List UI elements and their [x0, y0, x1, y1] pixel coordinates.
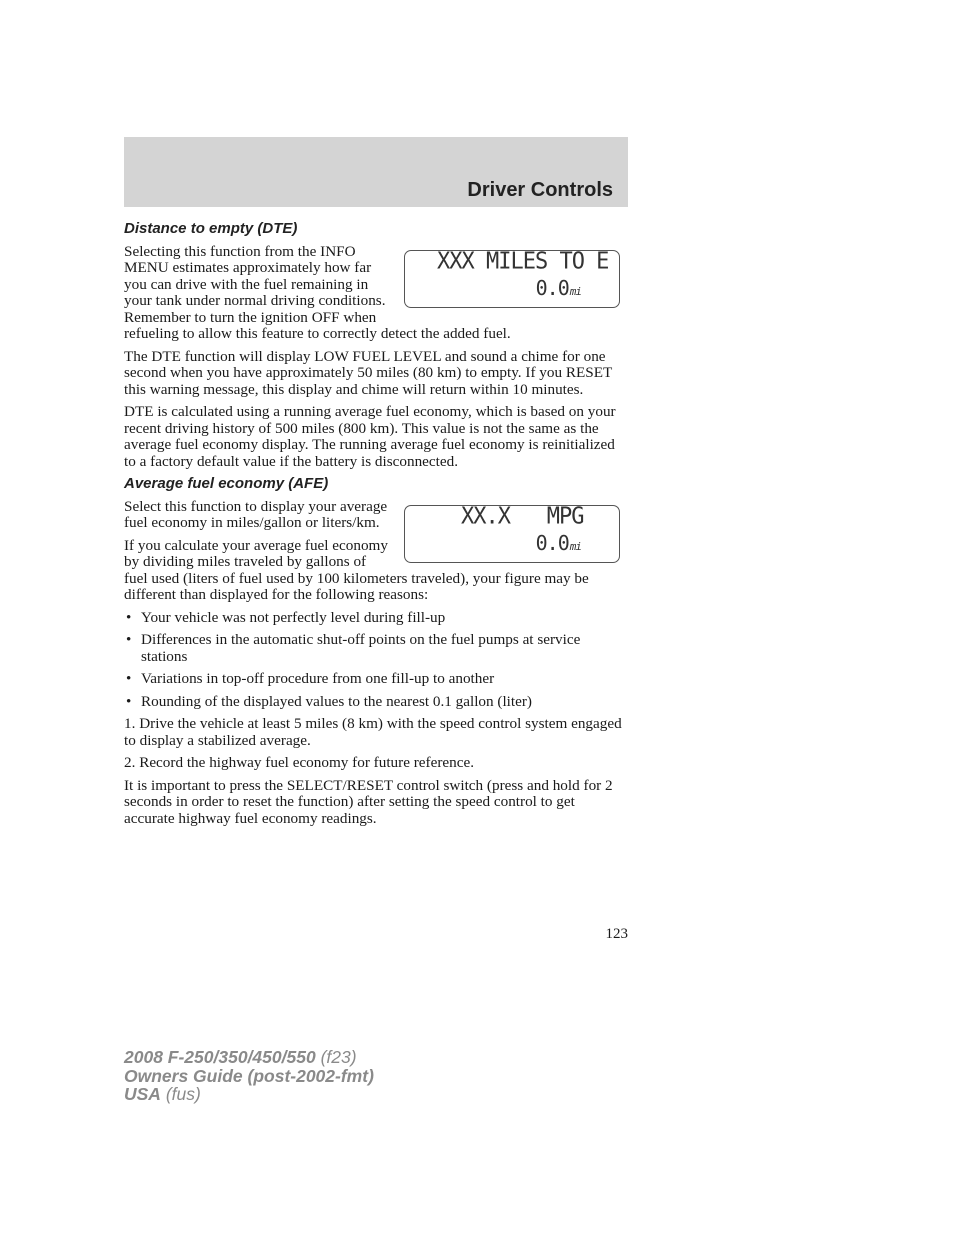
footer-model-code: (f23): [315, 1047, 357, 1067]
footer-guide: Owners Guide (post-2002-fmt): [124, 1065, 374, 1086]
afe-paragraph-1: Select this function to display your average fuel economy in miles/gallon or liters/km.: [124, 497, 388, 531]
dte-display-line1: XXX MILES TO E: [437, 247, 609, 275]
list-item: • Variations in top-off procedure from one fill-up to another: [124, 671, 628, 688]
dte-paragraph-3: DTE is calculated using a running average fuel economy, which is based on your recent driving history of 500 miles (800 km). This value is not the same as the average fuel economy display. The running average fuel economy is reinitialized to a factory default value if the battery is disconnected.: [124, 403, 616, 470]
dte-display-value: 0.0: [535, 275, 569, 300]
afe-paragraph-2: If you calculate your average fuel economy by dividing miles traveled by gallons of fuel used (liters of fuel used by 100 kilometers traveled), your figure may be different than displayed for the following reasons:: [124, 536, 589, 603]
afe-reasons-list: [124, 610, 628, 711]
page-number: 123: [605, 926, 628, 942]
afe-display-value-line: [535, 530, 581, 556]
footer-line-2: [124, 1067, 374, 1086]
footer-line-1: [124, 1048, 374, 1067]
afe-paragraph-3: It is important to press the SELECT/RESET control switch (press and hold for 2 seconds in order to reset the function) after setting the speed control to get accurate highway fuel economy readings.: [124, 776, 613, 827]
dte-paragraph-2: The DTE function will display LOW FUEL LEVEL and sound a chime for one second when you have approximately 50 miles (80 km) to empty. If you RESET this warning message, this display and chime will return within 10 minutes.: [124, 347, 613, 398]
footer-region: USA: [124, 1084, 161, 1104]
afe-display-illustration: [404, 502, 620, 563]
afe-step-1: 1. Drive the vehicle at least 5 miles (8 km) with the speed control system engaged to display a stabilized average.: [124, 715, 622, 749]
dte-display-unit: mi: [569, 284, 581, 298]
list-item: • Rounding of the displayed values to the nearest 0.1 gallon (liter): [124, 694, 628, 711]
section-header-band: [124, 137, 628, 207]
footer-model: 2008 F-250/350/450/550: [124, 1047, 316, 1067]
footer-line-3: [124, 1085, 374, 1104]
dte-heading: Distance to empty (DTE): [124, 220, 298, 237]
afe-display-value: 0.0: [535, 530, 569, 555]
afe-display-line1: XX.X MPG: [461, 502, 584, 530]
section-title: Driver Controls: [467, 179, 613, 201]
dte-display-illustration: [404, 247, 620, 308]
footer-region-code: (fus): [160, 1084, 201, 1104]
dte-paragraph-1: Selecting this function from the INFO MENU estimates approximately how far you can drive with the fuel remaining in your tank under normal driving conditions. Remember to turn the ignition OFF when refueling to allow this feature to correctly detect the added fuel.: [124, 242, 511, 342]
afe-display-unit: mi: [569, 539, 581, 553]
list-item: • Your vehicle was not perfectly level during fill-up: [124, 610, 628, 627]
page-content: [124, 219, 628, 833]
dte-display-value-line: [535, 275, 581, 301]
afe-heading: Average fuel economy (AFE): [124, 475, 329, 492]
list-item: • Differences in the automatic shut-off points on the fuel pumps at service stations: [124, 632, 628, 665]
afe-step-2: 2. Record the highway fuel economy for future reference.: [124, 754, 475, 771]
document-footer: [124, 1048, 374, 1104]
